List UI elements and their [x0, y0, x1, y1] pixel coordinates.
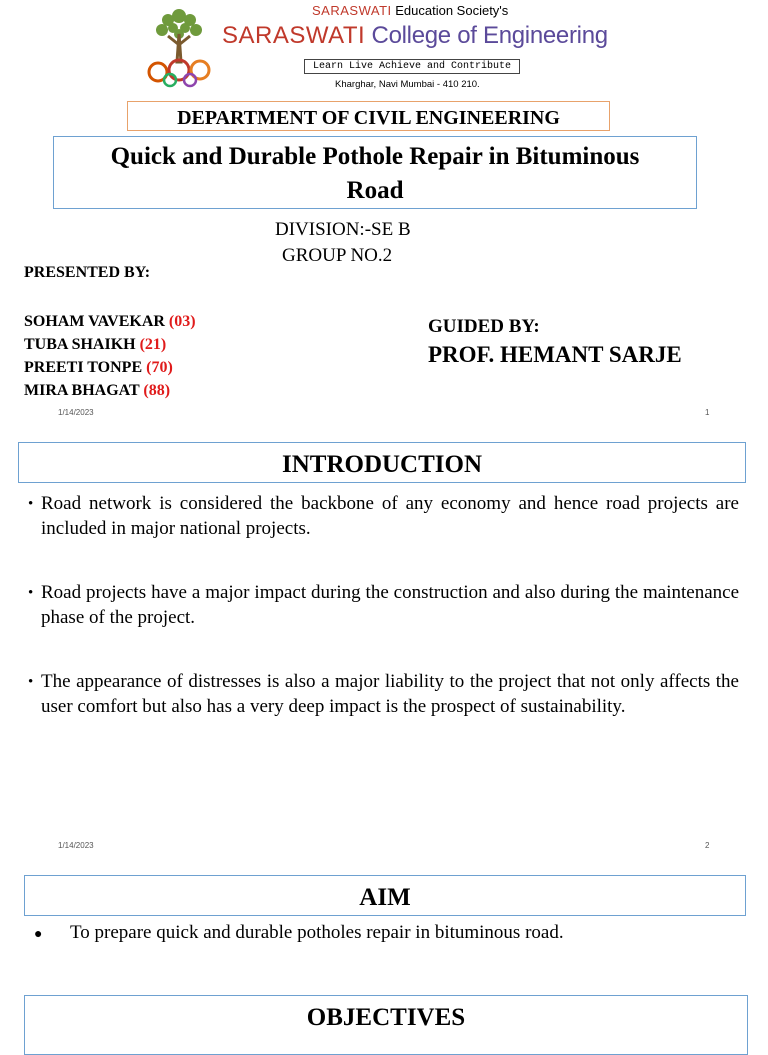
bullet-marker: ●	[34, 927, 43, 942]
member-roll: (03)	[168, 313, 196, 330]
slide-number: 2	[705, 841, 710, 850]
member-roll: (70)	[146, 359, 173, 376]
bullet-text: The appearance of distresses is also a major liability to the project that not only affects the user comfort but also has a very deep impact is the prospect of sustainability.	[41, 671, 739, 717]
aim-heading: AIM	[24, 875, 746, 916]
college-address: Kharghar, Navi Mumbai - 410 210.	[335, 79, 480, 90]
list-item	[28, 670, 739, 719]
bullet-text: Road network is considered the backbone of any economy and hence road projects are included in major national projects.	[41, 493, 739, 539]
member-item	[24, 333, 196, 356]
presented-by-label: PRESENTED BY:	[24, 264, 151, 281]
society-name	[312, 3, 508, 18]
bullet-marker: •	[28, 585, 34, 601]
slide-date: 1/14/2023	[58, 841, 94, 850]
objectives-heading: OBJECTIVES	[24, 995, 748, 1055]
member-list	[24, 310, 196, 402]
member-name: PREETI TONPE	[24, 359, 147, 376]
title-line-1: Quick and Durable Pothole Repair in Bituminous	[110, 143, 640, 170]
member-roll: (88)	[143, 382, 171, 399]
bullet-marker: •	[28, 674, 34, 690]
college-motto: Learn Live Achieve and Contribute	[304, 59, 520, 74]
member-roll: (21)	[139, 336, 167, 353]
list-item	[28, 581, 739, 630]
bullet-marker: •	[28, 496, 34, 512]
college-name	[222, 22, 608, 50]
society-brand: SARASWATI	[312, 3, 392, 18]
member-name: MIRA BHAGAT	[24, 382, 144, 399]
aim-item	[34, 922, 564, 948]
introduction-bullets	[28, 492, 739, 759]
list-item	[28, 492, 739, 541]
division-label: DIVISION:-SE B	[275, 219, 411, 240]
guided-by-label: GUIDED BY:	[428, 316, 540, 337]
presentation-title	[53, 136, 697, 209]
member-item	[24, 356, 196, 379]
introduction-heading: INTRODUCTION	[18, 442, 746, 483]
guide-name: PROF. HEMANT SARJE	[428, 342, 682, 367]
slide-date: 1/14/2023	[58, 408, 94, 417]
bullet-text: Road projects have a major impact during the construction and also during the maintenance phase of the project.	[41, 582, 739, 628]
member-item	[24, 310, 196, 333]
college-logo-icon	[146, 4, 212, 90]
college-rest: College of Engineering	[365, 22, 608, 49]
member-item	[24, 379, 196, 402]
slide-number: 1	[705, 408, 710, 417]
department-title: DEPARTMENT OF CIVIL ENGINEERING	[127, 101, 610, 131]
society-rest: Education Society's	[391, 3, 509, 18]
aim-text: To prepare quick and durable potholes repair in bituminous road.	[70, 922, 564, 943]
member-name: SOHAM VAVEKAR	[24, 313, 169, 330]
college-brand: SARASWATI	[222, 22, 366, 49]
group-label: GROUP NO.2	[282, 245, 393, 266]
member-name: TUBA SHAIKH	[24, 336, 140, 353]
title-line-2: Road	[346, 177, 404, 204]
